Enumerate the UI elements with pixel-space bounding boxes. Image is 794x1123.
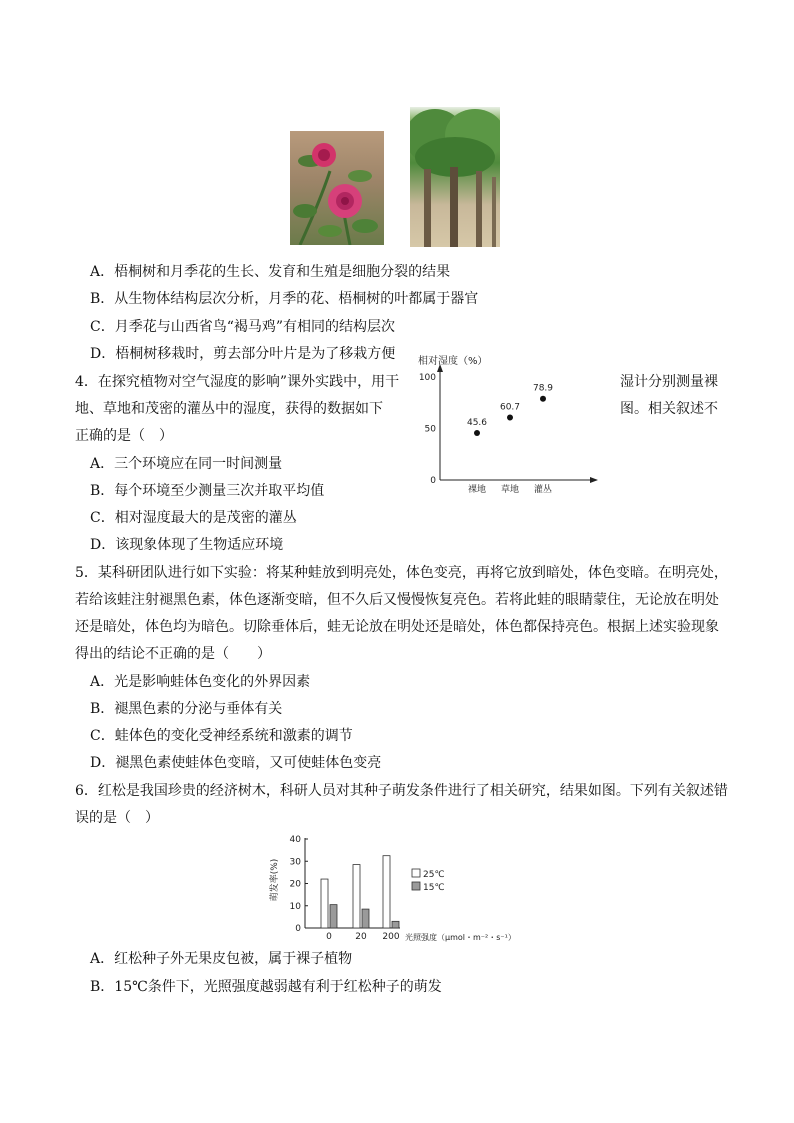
legend-swatch xyxy=(412,882,420,890)
x-axis-label: 光照强度（μmol・m⁻²・s⁻¹） xyxy=(405,933,516,942)
x-tick-label: 20 xyxy=(355,932,367,942)
x-tick-label: 灌丛 xyxy=(533,485,553,495)
q4-stem-right1: 湿计分别测量裸 xyxy=(620,374,718,390)
q4-option-c: C．相对湿度最大的是茂密的灌丛 xyxy=(90,510,297,526)
y-tick-label: 0 xyxy=(295,924,301,934)
legend-label: 25℃ xyxy=(423,870,445,880)
tree-photo xyxy=(410,107,500,247)
data-label: 45.6 xyxy=(466,418,488,429)
data-point xyxy=(540,396,546,402)
q3-option-b: B．从生物体结构层次分析，月季的花、梧桐树的叶都属于器官 xyxy=(90,291,479,307)
q6-stem-line1: 6．红松是我国珍贵的经济树木，科研人员对其种子萌发条件进行了相关研究，结果如图。下列有关叙述错 xyxy=(75,783,728,799)
q3-option-c: C．月季花与山西省鸟“褐马鸡”有相同的结构层次 xyxy=(90,319,396,335)
q5-stem-line3: 还是暗处，体色均为暗色。切除垂体后，蛙无论放在明处还是暗处，体色都保持亮色。根据上述实验现象 xyxy=(75,619,719,635)
q4-option-a: A．三个环境应在同一时间测量 xyxy=(90,456,283,472)
bar xyxy=(321,879,328,928)
data-label: 78.9 xyxy=(532,383,554,394)
q6-option-a: A．红松种子外无果皮包被，属于裸子植物 xyxy=(90,951,353,967)
y-tick-label: 40 xyxy=(289,835,301,845)
q4-stem-line2: 地、草地和茂密的灌丛中的湿度，获得的数据如下 xyxy=(75,401,383,417)
y-axis-label: 相对湿度（%） xyxy=(418,356,488,367)
y-tick-label: 100 xyxy=(418,373,436,383)
x-axis-arrow xyxy=(590,477,598,483)
x-tick-label: 200 xyxy=(382,932,400,942)
rose-photo xyxy=(290,131,384,245)
bar xyxy=(330,905,337,928)
y-tick-label: 30 xyxy=(289,857,301,868)
q5-option-b: B．褪黑色素的分泌与垂体有关 xyxy=(90,701,283,717)
data-point xyxy=(474,430,480,436)
q5-stem-line4: 得出的结论不正确的是（ ） xyxy=(75,646,271,662)
y-axis-label: 萌发率(%) xyxy=(270,858,280,902)
y-tick-label: 20 xyxy=(289,879,301,890)
q3-option-a: A．梧桐树和月季花的生长、发育和生殖是细胞分裂的结果 xyxy=(90,264,451,280)
x-tick-label: 草地 xyxy=(500,485,520,495)
bar xyxy=(362,909,369,928)
q4-stem-right2: 图。相关叙述不 xyxy=(620,401,718,417)
q6-option-b: B．15℃条件下，光照强度越弱越有利于红松种子的萌发 xyxy=(90,979,442,995)
data-point xyxy=(507,414,513,420)
bar xyxy=(392,921,399,928)
q5-option-a: A．光是影响蛙体色变化的外界因素 xyxy=(90,674,311,690)
q4-stem-line3: 正确的是（ ） xyxy=(75,428,173,444)
bar xyxy=(383,856,390,928)
x-tick-label: 裸地 xyxy=(467,485,487,495)
q5-stem-line2: 若给该蛙注射褪黑色素，体色逐渐变暗，但不久后又慢慢恢复亮色。若将此蛙的眼睛蒙住，无论放在明处 xyxy=(75,592,719,608)
y-tick-label: 50 xyxy=(424,424,436,435)
bar xyxy=(353,865,360,928)
q6-stem-line2: 误的是（ ） xyxy=(75,810,159,826)
q3-option-d: D．梧桐树移栽时，剪去部分叶片是为了移栽方便 xyxy=(90,346,396,362)
y-tick-label: 0 xyxy=(430,476,436,486)
data-label: 60.7 xyxy=(499,402,521,413)
x-tick-label: 0 xyxy=(326,932,332,942)
y-tick-label: 10 xyxy=(289,901,301,912)
q5-option-c: C．蛙体色的变化受神经系统和激素的调节 xyxy=(90,728,353,744)
humidity-chart xyxy=(410,350,610,500)
q4-option-b: B．每个环境至少测量三次并取平均值 xyxy=(90,483,325,499)
q4-option-d: D．该现象体现了生物适应环境 xyxy=(90,537,284,553)
legend-label: 15℃ xyxy=(423,883,445,893)
germination-chart xyxy=(265,828,530,946)
q4-stem-line1: 4．在探究植物对空气湿度的影响”课外实践中，用干 xyxy=(75,374,400,390)
legend-swatch xyxy=(412,869,420,877)
q5-option-d: D．褪黑色素使蛙体色变暗，又可使蛙体色变亮 xyxy=(90,755,382,771)
q5-stem-line1: 5．某科研团队进行如下实验：将某种蛙放到明亮处，体色变亮，再将它放到暗处，体色变暗。在明亮处， xyxy=(75,565,728,581)
